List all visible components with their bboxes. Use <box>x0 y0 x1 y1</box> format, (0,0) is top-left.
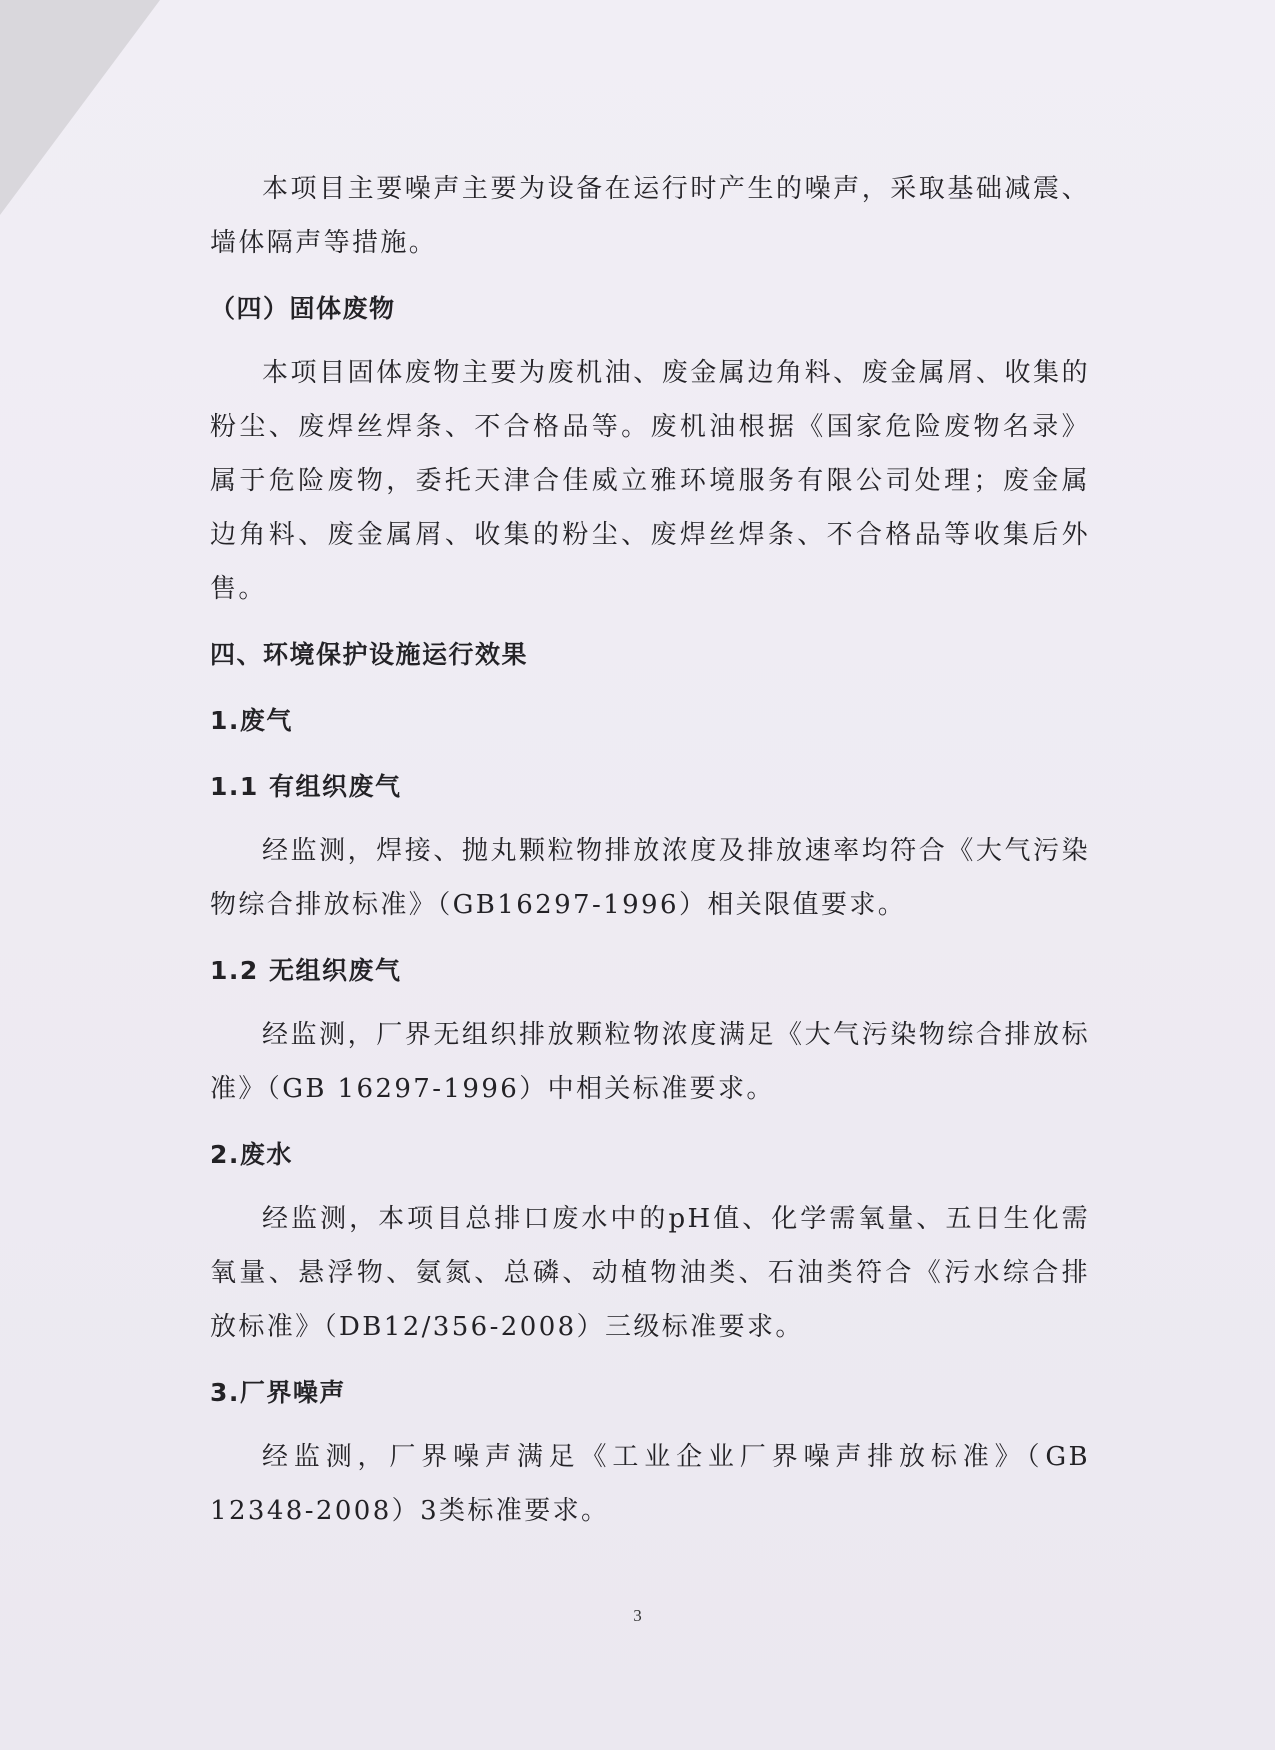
document-body <box>210 162 1090 1538</box>
folded-corner <box>0 0 160 215</box>
solid-waste-paragraph: 本项目固体废物主要为废机油、废金属边角料、废金属屑、收集的粉尘、废焊丝焊条、不合格品等。废机油根据《国家危险废物名录》属于危险废物，委托天津合佳威立雅环境服务有限公司处理；废金属边角料、废金属屑、收集的粉尘、废焊丝焊条、不合格品等收集后外售。 <box>210 358 1090 604</box>
solid-waste-heading: （四）固体废物 <box>210 294 396 323</box>
unorganized-gas-heading: 1.2 无组织废气 <box>210 956 402 985</box>
wastewater-paragraph: 经监测，本项目总排口废水中的pH值、化学需氧量、五日生化需氧量、悬浮物、氨氮、总磷、动植物油类、石油类符合《污水综合排放标准》（DB12/356-2008）三级标准要求。 <box>210 1204 1090 1342</box>
unorganized-gas-paragraph: 经监测，厂界无组织排放颗粒物浓度满足《大气污染物综合排放标准》（GB 16297-1996）中相关标准要求。 <box>210 1020 1090 1104</box>
wastewater-heading: 2.废水 <box>210 1140 293 1169</box>
boundary-noise-heading: 3.厂界噪声 <box>210 1378 346 1407</box>
organized-gas-paragraph: 经监测，焊接、抛丸颗粒物排放浓度及排放速率均符合《大气污染物综合排放标准》（GB16297-1996）相关限值要求。 <box>210 836 1090 920</box>
section-four-heading: 四、环境保护设施运行效果 <box>210 640 529 669</box>
noise-intro-paragraph: 本项目主要噪声主要为设备在运行时产生的噪声，采取基础减震、墙体隔声等措施。 <box>210 174 1090 258</box>
page-number: 3 <box>633 1606 642 1625</box>
boundary-noise-paragraph: 经监测，厂界噪声满足《工业企业厂界噪声排放标准》（GB 12348-2008）3类标准要求。 <box>210 1442 1090 1526</box>
organized-gas-heading: 1.1 有组织废气 <box>210 772 402 801</box>
waste-gas-heading: 1.废气 <box>210 706 293 735</box>
